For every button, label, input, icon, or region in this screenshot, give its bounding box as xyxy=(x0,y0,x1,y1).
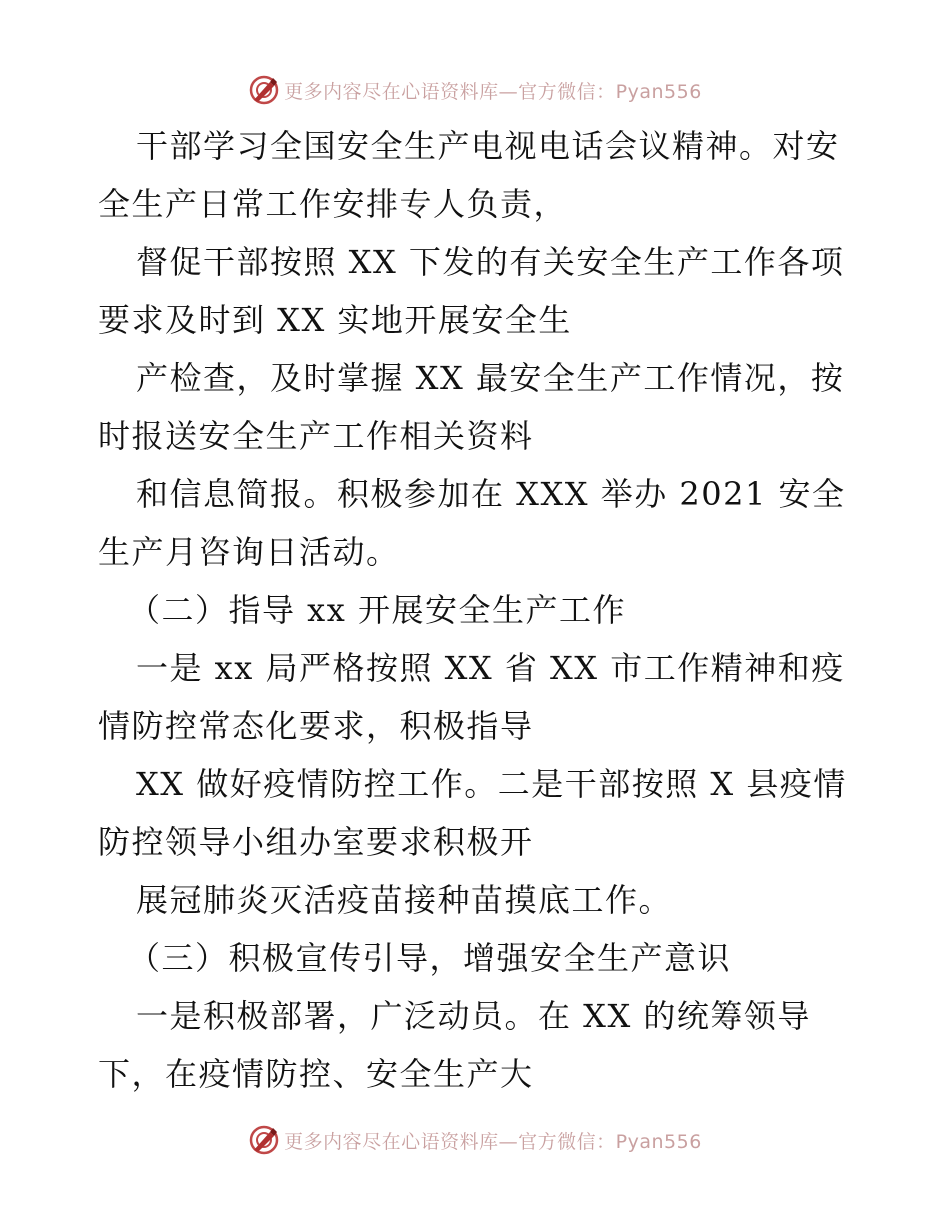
text-line: 督促干部按照 XX 下发的有关安全生产工作各项 xyxy=(136,243,845,281)
text-line: 要求及时到 XX 实地开展安全生 xyxy=(98,301,572,339)
footer-watermark xyxy=(0,1122,950,1158)
text-line: 生产月咨询日活动。 xyxy=(98,533,400,571)
text-line: 一是 xx 局严格按照 XX 省 XX 市工作精神和疫 xyxy=(136,649,845,687)
text-line: XX 做好疫情防控工作。二是干部按照 X 县疫情 xyxy=(136,765,847,803)
text-line: 干部学习全国安全生产电视电话会议精神。对安 xyxy=(136,127,840,165)
text-line: （二）指导 xx 开展安全生产工作 xyxy=(128,591,626,629)
text-line: 防控领导小组办室要求积极开 xyxy=(98,823,534,861)
text-line: 产检查，及时掌握 XX 最安全生产工作情况，按 xyxy=(136,359,845,397)
text-line: 情防控常态化要求，积极指导 xyxy=(98,707,534,745)
text-line: 一是积极部署，广泛动员。在 XX 的统筹领导 xyxy=(136,997,811,1035)
text-line: （三）积极宣传引导，增强安全生产意识 xyxy=(128,939,732,977)
text-line: 全生产日常工作安排专人负责， xyxy=(98,185,568,223)
pen-logo-icon xyxy=(248,1124,280,1156)
text-line: 时报送安全生产工作相关资料 xyxy=(98,417,534,455)
text-line: 和信息简报。积极参加在 XXX 举办 2021 安全 xyxy=(136,475,846,513)
watermark-text: 更多内容尽在心语资料库—官方微信：Pyan556 xyxy=(284,1130,702,1153)
document-body xyxy=(98,117,858,1103)
text-line: 下，在疫情防控、安全生产大 xyxy=(98,1055,534,1093)
watermark-text: 更多内容尽在心语资料库—官方微信：Pyan556 xyxy=(284,80,702,103)
header-watermark xyxy=(0,72,950,108)
text-line: 展冠肺炎灭活疫苗接种苗摸底工作。 xyxy=(136,881,673,919)
pen-logo-icon xyxy=(248,74,280,106)
